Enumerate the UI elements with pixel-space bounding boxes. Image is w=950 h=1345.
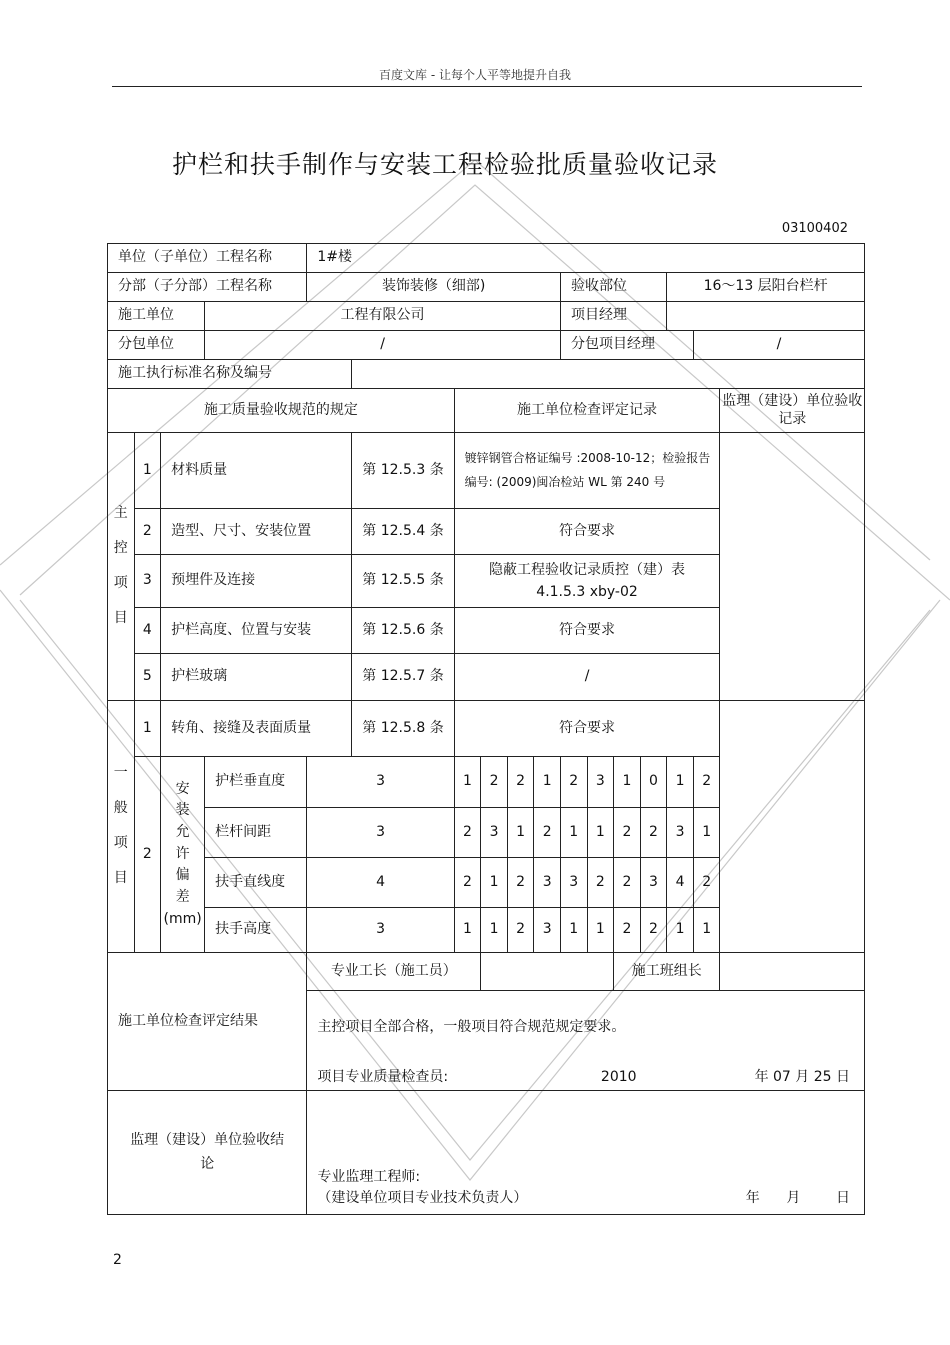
- engineer-label: 专业监理工程师:: [317, 1168, 421, 1185]
- sub-project-value: 装饰装修（细部): [307, 273, 561, 302]
- deviation-value: 3: [640, 858, 667, 908]
- item-no: 2: [134, 509, 161, 555]
- deviation-label: 安 装 允 许 偏 差 (mm): [161, 757, 205, 953]
- page-number: 2: [113, 1252, 122, 1268]
- deviation-value: 3: [587, 757, 614, 808]
- row-subcontractor: [108, 331, 865, 360]
- item-record: 符合要求: [454, 701, 720, 757]
- item-name: 材料质量: [161, 433, 352, 509]
- item-name: 造型、尺寸、安装位置: [161, 509, 352, 555]
- item-clause: 第 12.5.8 条: [352, 701, 454, 757]
- result-year: 2010: [600, 1068, 637, 1085]
- deviation-value: 1: [693, 808, 720, 858]
- main-supervision-cell: [720, 433, 865, 701]
- item-no: 5: [134, 654, 161, 701]
- deviation-name: 栏杆间距: [205, 808, 307, 858]
- header-text: 百度文库 - 让每个人平等地提升自我: [379, 68, 571, 82]
- deviation-value: 2: [640, 808, 667, 858]
- standard-value: [352, 360, 865, 389]
- general-item-row: [108, 701, 865, 757]
- deviation-value: 1: [587, 908, 614, 953]
- deviation-value: 1: [454, 757, 481, 808]
- item-clause: 第 12.5.6 条: [352, 608, 454, 654]
- col-supervision-header: 监理（建设）单位验收记录: [720, 389, 865, 433]
- item-clause: 第 12.5.4 条: [352, 509, 454, 555]
- item-record: 隐蔽工程验收记录质控（建）表 4.1.5.3 xby-02: [454, 555, 720, 608]
- result-label: 施工单位检查评定结果: [108, 953, 307, 1091]
- acceptance-part-value: 16～13 层阳台栏杆: [667, 273, 865, 302]
- result-signoff-row: [108, 953, 865, 991]
- team-leader-label: 施工班组长: [614, 953, 720, 991]
- subcontractor-value: /: [205, 331, 561, 360]
- deviation-value: 2: [507, 757, 534, 808]
- deviation-value: 2: [560, 757, 587, 808]
- item-clause: 第 12.5.3 条: [352, 433, 454, 509]
- item-record: 符合要求: [454, 608, 720, 654]
- deviation-value: 2: [481, 757, 508, 808]
- constructor-label: 施工单位: [108, 302, 205, 331]
- item-record: 镀锌钢管合格证编号 :2008-10-12；检验报告编号: (2009)闽冶检站 WL 第 240 号: [454, 433, 720, 509]
- item-no: 3: [134, 555, 161, 608]
- deviation-name: 扶手高度: [205, 908, 307, 953]
- deviation-value: 1: [614, 757, 641, 808]
- unit-project-label: 单位（子单位）工程名称: [108, 244, 307, 273]
- supervision-row: [108, 1091, 865, 1215]
- item-record: 符合要求: [454, 509, 720, 555]
- general-supervision-cell: [720, 701, 865, 953]
- team-leader-value: [720, 953, 865, 991]
- pm-label: 项目经理: [560, 302, 666, 331]
- deviation-value: 2: [507, 858, 534, 908]
- item-name: 护栏高度、位置与安装: [161, 608, 352, 654]
- item-record: /: [454, 654, 720, 701]
- standard-label: 施工执行标准名称及编号: [108, 360, 352, 389]
- deviation-value: 1: [481, 908, 508, 953]
- deviation-value: 1: [667, 908, 694, 953]
- deviation-allow: 4: [307, 858, 454, 908]
- unit-project-value: 1#楼: [307, 244, 865, 273]
- sub-pm-label: 分包项目经理: [560, 331, 693, 360]
- item-no: 1: [134, 701, 161, 757]
- deviation-value: 2: [454, 858, 481, 908]
- row-standard: [108, 360, 865, 389]
- deviation-value: 1: [693, 908, 720, 953]
- page-title: 护栏和扶手制作与安装工程检验批质量验收记录: [171, 150, 718, 179]
- form-code: 03100402: [781, 221, 848, 236]
- deviation-value: 3: [667, 808, 694, 858]
- deviation-value: 1: [507, 808, 534, 858]
- deviation-value: 1: [560, 908, 587, 953]
- deviation-value: 2: [614, 808, 641, 858]
- deviation-value: 2: [693, 757, 720, 808]
- constructor-value: 工程有限公司: [205, 302, 561, 331]
- deviation-name: 护栏垂直度: [205, 757, 307, 808]
- deviation-value: 2: [534, 808, 561, 858]
- row-sub-project: [108, 273, 865, 302]
- main-control-label: 主 控 项 目: [108, 433, 135, 701]
- general-label: 一 般 项 目: [108, 701, 135, 953]
- result-conclusion: 主控项目全部合格，一般项目符合规范规定要求。: [317, 1019, 626, 1035]
- item-name: 预埋件及连接: [161, 555, 352, 608]
- deviation-name: 扶手直线度: [205, 858, 307, 908]
- sub-pm-value: /: [693, 331, 864, 360]
- foreman-label: 专业工长（施工员）: [307, 953, 481, 991]
- header-rule: [112, 86, 862, 87]
- item-name: 护栏玻璃: [161, 654, 352, 701]
- deviation-value: 4: [667, 858, 694, 908]
- result-date: 年 07 月 25 日: [754, 1068, 850, 1085]
- subcontractor-label: 分包单位: [108, 331, 205, 360]
- item-no: 2: [134, 757, 161, 953]
- item-clause: 第 12.5.7 条: [352, 654, 454, 701]
- item-no: 1: [134, 433, 161, 509]
- item-name: 转角、接缝及表面质量: [161, 701, 352, 757]
- item-no: 4: [134, 608, 161, 654]
- sub-project-label: 分部（子分部）工程名称: [108, 273, 307, 302]
- deviation-value: 1: [534, 757, 561, 808]
- deviation-value: 3: [534, 908, 561, 953]
- column-header-row: [108, 389, 865, 433]
- deviation-allow: 3: [307, 757, 454, 808]
- deviation-value: 1: [481, 858, 508, 908]
- inspection-record-table: [107, 243, 865, 1215]
- deviation-value: 3: [560, 858, 587, 908]
- deviation-value: 2: [587, 858, 614, 908]
- deviation-value: 3: [534, 858, 561, 908]
- supervision-date-blank: 年 月 日: [745, 1190, 850, 1207]
- deviation-value: 0: [640, 757, 667, 808]
- deviation-value: 2: [640, 908, 667, 953]
- deviation-value: 1: [587, 808, 614, 858]
- owner-label: （建设单位项目专业技术负责人）: [317, 1190, 528, 1207]
- pm-value: [667, 302, 865, 331]
- deviation-allow: 3: [307, 908, 454, 953]
- deviation-value: 2: [614, 858, 641, 908]
- deviation-value: 1: [560, 808, 587, 858]
- row-constructor: [108, 302, 865, 331]
- col-record-header: 施工单位检查评定记录: [454, 389, 720, 433]
- deviation-value: 1: [667, 757, 694, 808]
- inspector-label: 项目专业质量检查员:: [317, 1068, 449, 1085]
- deviation-value: 1: [454, 908, 481, 953]
- deviation-value: 2: [507, 908, 534, 953]
- foreman-value: [481, 953, 614, 991]
- deviation-value: 2: [454, 808, 481, 858]
- supervision-label: 监理（建设）单位验收结论: [108, 1091, 307, 1215]
- deviation-allow: 3: [307, 808, 454, 858]
- acceptance-part-label: 验收部位: [560, 273, 666, 302]
- deviation-value: 2: [693, 858, 720, 908]
- deviation-value: 3: [481, 808, 508, 858]
- result-body: [307, 991, 865, 1091]
- supervision-body: [307, 1091, 865, 1215]
- row-unit-project: [108, 244, 865, 273]
- deviation-value: 2: [614, 908, 641, 953]
- item-clause: 第 12.5.5 条: [352, 555, 454, 608]
- main-item-row: [108, 433, 865, 509]
- col-spec-header: 施工质量验收规范的规定: [108, 389, 455, 433]
